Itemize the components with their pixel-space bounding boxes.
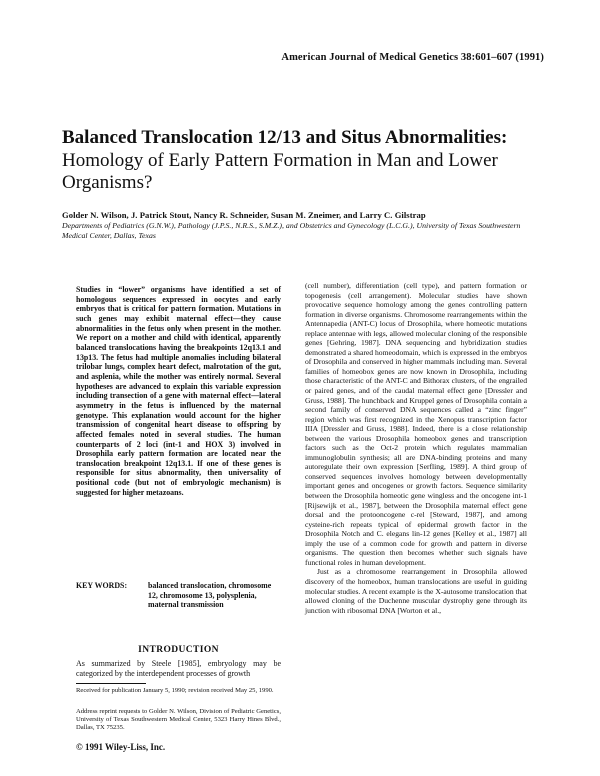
footnote-address: Address reprint requests to Golder N. Wilson, Division of Pediatric Genetics, University of Texas Southwestern Medical Center, 5323 Harry Hines Blvd., Dallas, TX 75235. <box>76 708 281 732</box>
keywords-text: balanced translocation, chromosome 12, chromosome 13, polysplenia, maternal transmission <box>148 581 272 610</box>
author-affiliations: Departments of Pediatrics (G.N.W.), Pathology (J.P.S., N.R.S., S.M.Z.), and Obstetrics and Gynecology (L.C.G.), University of Texas Southwestern Medical Center, Dallas, Texas <box>62 221 521 240</box>
introduction-text: As summarized by Steele [1985], embryology may be categorized by the interdependent processes of growth <box>76 659 281 678</box>
article-title-bold: Balanced Translocation 12/13 and Situs Abnormalities: <box>62 127 508 148</box>
footnote-divider <box>76 683 146 684</box>
keywords <box>76 581 281 610</box>
body-column-right <box>305 281 527 615</box>
author-list: Golder N. Wilson, J. Patrick Stout, Nancy R. Schneider, Susan M. Zneimer, and Larry C. Gilstrap <box>62 210 426 220</box>
body-paragraph-1: (cell number), differentiation (cell type), and pattern formation or topogenesis (cell arrangement). Molecular studies have shown provocative sequence homology among the genes controlling pattern formation in diverse organisms. Chromosome rearrangements within the Antennapedia (ANT-C) locus of Drosophila, where homeotic mutations replace antennae with legs, allowed molecular cloning of the responsible genes [Gehring, 1987]. DNA sequencing and hybridization studies demonstrated a shared homeodomain, which is expressed in the embryos of Drosophila and conserved in higher mammals including man. Several families of homeobox genes are now known in Drosophila, including those characteristic of the ANT-C and Bithorax clusters, of the engrailed or paired genes, and of the caudal maternal effect gene [Dressler and Gruss, 1988]. The hunchback and Kruppel genes of Drosophila contain a second family of conserved DNA sequences called a “zinc finger” region which was first recognized in the Xenopus transcription factor IIIA [Dressler and Gruss, 1988]. Indeed, there is a close relationship between the various Drosophila homeobox genes and transcription factors such as the Oct-2 protein which regulates mammalian immunoglobulin synthesis; all are DNA-binding proteins and many autoregulate their own expression [Serfling, 1989]. A third group of conserved sequences involves homology between developmentally important genes and oncogenes or growth factors. Sequence similarity between the Drosophila homeotic gene wingless and the oncogene int-1 [Rijsewijk et al., 1987], between the Drosophila maternal effect gene dorsal and the protooncogene c-rel [Steward, 1987], and among cysteine-rich repeats typical of epidermal growth factor in the Drosophila Notch and C. elegans lin-12 genes [Kelley et al., 1987] all imply the use of a common code for growth and pattern in diverse organisms. The question then becomes whether such signals have functional roles in human development. <box>305 281 527 567</box>
keywords-label: KEY WORDS: <box>76 581 128 590</box>
abstract: Studies in “lower” organisms have identified a set of homologous sequences expressed in oocytes and early embryos that is critical for pattern formation. Mutations in such genes may exhibit maternal effect—they cause abnormalities in the fetus only when present in the mother. We report on a mother and child with identical, apparently balanced translocations having the breakpoints 12q13.1 and 13p13. The fetus had multiple anomalies including bilateral trilobar lungs, complex heart defect, malrotation of the gut, and asplenia, while the mother was entirely normal. Several hypotheses are advanced to explain this variable expression including transection of a gene with maternal effect—lateral asymmetry in the fetus is influenced by the maternal genotype. This explanation would account for the higher transmission of congenital heart disease to offspring by affected females noted in several studies. The human counterparts of 2 loci (int-1 and HOX 3) involved in Drosophila early pattern formation are located near the translocation breakpoint 12q13.1. If one of these genes is responsible for situs abnormality, then universality of positional code (but not of embryologic mechanism) is suggested for higher metazoans. <box>76 285 281 497</box>
footnote-received: Received for publication January 5, 1990; revision received May 25, 1990. <box>76 687 274 694</box>
copyright-notice: © 1991 Wiley-Liss, Inc. <box>76 742 166 752</box>
body-paragraph-2: Just as a chromosome rearrangement in Drosophila allowed discovery of the homeobox, human translocations are useful in guiding molecular studies. A recent example is the X-autosome translocation that allowed cloning of the Duchenne muscular dystrophy gene through its junction with ribosomal DNA [Worton et al., <box>305 567 527 615</box>
journal-citation: American Journal of Medical Genetics 38:601–607 (1991) <box>281 52 544 63</box>
article-title-subtitle: Homology of Early Pattern Formation in Man and Lower Organisms? <box>62 149 498 193</box>
introduction-heading: INTRODUCTION <box>138 645 219 655</box>
article-title <box>62 127 562 195</box>
